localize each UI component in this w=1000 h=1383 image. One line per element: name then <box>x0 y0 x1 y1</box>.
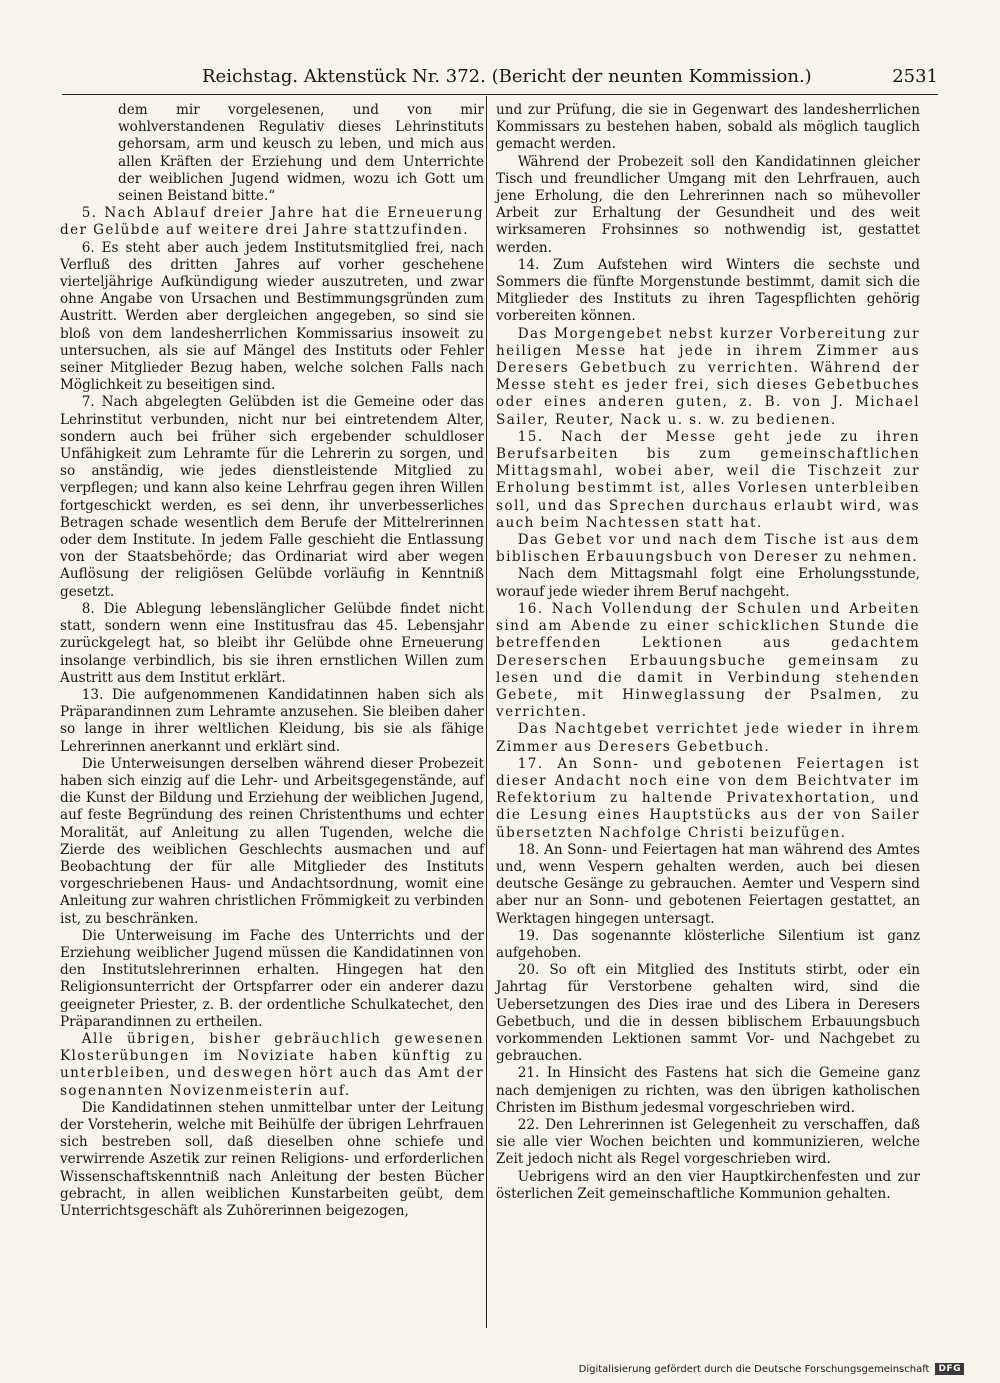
paragraph: 7. Nach abgelegten Gelübden ist die Gemeine oder das Lehrinstitut verbunden, nicht nur bei eintretendem Alter, sondern auch bei früher sich ergebender schuldloser Unfähigkeit zum Lehramte für die Lehrerin zu sorgen, und so anständig, wie jedes dienstleistende Mitglied zu verpflegen; und kann also keine Lehrfrau gegen ihren Willen fortgeschickt werden, es sei denn, ihr unverbesserliches Betragen schade wesentlich dem Berufe der Mittelrerinnen oder dem Institute. In jedem Falle geschieht die Entlassung von der Staatsbehörde; das Ordinariat wird aber wegen Auflösung der religiösen Gelübde vorläufig in Kenntniß gesetzt. <box>60 394 484 600</box>
paragraph: 16. Nach Vollendung der Schulen und Arbeiten sind am Abende zu einer schicklichen Stunde die betreffenden Lektionen aus gedachtem Dereserschen Erbauungsbuche gemeinsam zu lesen und die damit in Verbindung stehenden Gebete, mit Hinweglassung der Psalmen, zu verrichten. <box>496 600 920 721</box>
running-title: Reichstag. Aktenstück Nr. 372. (Bericht der neunten Kommission.) <box>202 66 812 87</box>
paragraph: Nach dem Mittagsmahl folgt eine Erholungsstunde, worauf jede wieder ihrem Beruf nachgeht. <box>496 566 920 600</box>
header-rule <box>62 94 938 95</box>
paragraph: 18. An Sonn- und Feiertagen hat man während des Amtes und, wenn Vespern gehalten werden, auch bei diesen deutsche Gesänge zu gebrauchen. Aemter und Vespern sind aber nur an Sonn- und gebotenen Feiertagen gestattet, an Werktagen hingegen untersagt. <box>496 841 920 927</box>
paragraph: Während der Probezeit soll den Kandidatinnen gleicher Tisch und freundlicher Umgang mit den Lehrfrauen, auch jene Erholung, die den Lehrerinnen nach so mühevoller Arbeit zur Erhaltung der Gesundheit und des weit wirksameren Frohsinnes so nothwendig ist, gestattet werden. <box>496 153 920 256</box>
dfg-logo: DFG <box>935 1363 964 1375</box>
paragraph: und zur Prüfung, die sie in Gegenwart des landesherrlichen Kommissars zu bestehen haben, sobald als möglich tauglich gemacht werden. <box>496 102 920 153</box>
paragraph: Alle übrigen, bisher gebräuchlich gewesenen Klosterübungen im Noviziate haben künftig zu unterbleiben, und deswegen hört auch das Amt der sogenannten Novizenmeisterin auf. <box>60 1030 484 1099</box>
paragraph: Das Morgengebet nebst kurzer Vorbereitung zur heiligen Messe hat jede in ihrem Zimmer aus Deresers Gebetbuch zu verrichten. Während der Messe steht es jeder frei, sich dieses Gebetbuches oder eines anderen guten, z. B. von J. Michael Sailer, Reuter, Nack u. s. w. zu bedienen. <box>496 325 920 428</box>
paragraph: 6. Es steht aber auch jedem Institutsmitglied frei, nach Verfluß des dritten Jahres auf vorher geschehene vierteljährige Aufkündigung wieder auszutreten, und zwar ohne Angabe von Ursachen und Bestimmungsgründen zum Austritt. Werden aber dergleichen angegeben, so sind sie bloß von dem landesherrlichen Kommissarius insoweit zu untersuchen, als sie auf Mängel des Instituts oder Fehler seiner Mitglieder Bezug haben, welche solchen Falls nach Möglichkeit zu beseitigen sind. <box>60 239 484 394</box>
page-number: 2531 <box>892 66 938 87</box>
paragraph: 22. Den Lehrerinnen ist Gelegenheit zu verschaffen, daß sie alle vier Wochen beichten und kommunizieren, welche Zeit jedoch nicht als Regel vorgeschrieben wird. <box>496 1116 920 1168</box>
page-header <box>62 62 938 92</box>
paragraph: Die Unterweisungen derselben während dieser Probezeit haben sich einzig auf die Lehr- und Arbeitsgegenstände, auf die Kunst der Bildung und Erziehung der weiblichen Jugend, auf feste Begründung des reinen Christenthums und echter Moralität, auf Anleitung zu allen Tugenden, welche die Zierde des weiblichen Geschlechts ausmachen und auf Beobachtung der für alle Mitglieder des Instituts vorgeschriebenen Haus- und Andachtsordnung, womit eine Anleitung zur wahren christlichen Frömmigkeit zu verbinden ist, zu beschränken. <box>60 755 484 927</box>
paragraph: 5. Nach Ablauf dreier Jahre hat die Erneuerung der Gelübde auf weitere drei Jahre stattzufinden. <box>60 205 484 239</box>
paragraph: Uebrigens wird an den vier Hauptkirchenfesten und zur österlichen Zeit gemeinschaftliche Kommunion gehalten. <box>496 1168 920 1202</box>
paragraph: Das Nachtgebet verrichtet jede wieder in ihrem Zimmer aus Deresers Gebetbuch. <box>496 721 920 755</box>
paragraph: 15. Nach der Messe geht jede zu ihren Berufsarbeiten bis zum gemeinschaftlichen Mittagsmahl, wobei aber, weil die Tischzeit zur Erholung bestimmt ist, alles Vorlesen unterbleiben soll, und das Sprechen durchaus erlaubt wird, was auch beim Nachtessen statt hat. <box>496 428 920 531</box>
paragraph: 17. An Sonn- und gebotenen Feiertagen ist dieser Andacht noch eine von dem Beichtvater im Refektorium zu haltende Privatexhortation, und die Lesung eines Hauptstücks aus der von Sailer übersetzten Nachfolge Christi beizufügen. <box>496 755 920 841</box>
paragraph: 14. Zum Aufstehen wird Winters die sechste und Sommers die fünfte Morgenstunde bestimmt, damit sich die Mitglieder des Instituts zu ihren Tagespflichten gehörig vorbereiten können. <box>496 256 920 325</box>
paragraph: 20. So oft ein Mitglied des Instituts stirbt, oder ein Jahrtag für Verstorbene gehalten wird, sind die Uebersetzungen des Dies irae und des Libera in Deresers Gebetbuch, und die in dessen biblischem Erbauungsbuch vorkommenden Lektionen sammt Vor- und Nachgebet zu gebrauchen. <box>496 962 920 1065</box>
credit-text: Digitalisierung gefördert durch die Deutsche Forschungsgemeinschaft <box>578 1363 930 1375</box>
paragraph: Die Kandidatinnen stehen unmittelbar unter der Leitung der Vorsteherin, welche mit Beihülfe der übrigen Lehrfrauen sich bestreben soll, daß dieselben ohne schiefe und verwirrende Aszetik zur reinen Religions- und erforderlichen Wissenschaftskenntniß nach Anleitung der besten Bücher gebracht, in allen weiblichen Kunstarbeiten geübt, dem Unterrichtsgeschäft als Zuhörerinnen beigezogen, <box>60 1099 484 1219</box>
column-divider <box>486 96 487 1328</box>
paragraph: dem mir vorgelesenen, und von mir wohlverstandenen Regulativ dieses Lehrinstituts gehorsam, arm und keusch zu leben, und mich aus allen Kräften der Erziehung und dem Unterrichte der weiblichen Jugend widmen, wozu ich Gott um seinen Beistand bitte.“ <box>118 102 484 205</box>
digitization-credit <box>579 1363 964 1375</box>
left-column <box>60 102 484 1220</box>
paragraph: 21. In Hinsicht des Fastens hat sich die Gemeine ganz nach demjenigen zu richten, was den übrigen katholischen Christen im Bisthum jedesmal vorgeschrieben wird. <box>496 1065 920 1116</box>
paragraph: 13. Die aufgenommenen Kandidatinnen haben sich als Präparandinnen zum Lehramte anzusehen. Sie bleiben daher so lange in ihrer weltlichen Kleidung, bis sie als fähige Lehrerinnen anerkannt und erklärt sind. <box>60 686 484 755</box>
paragraph: 8. Die Ablegung lebenslänglicher Gelübde findet nicht statt, sondern wenn eine Institusfrau das 45. Lebensjahr zurückgelegt hat, so bleibt ihr Gelübde ohne Erneuerung insolange verbindlich, bis sie ihren ernstlichen Willen zum Austritt aus dem Institut erklärt. <box>60 600 484 686</box>
paragraph: Die Unterweisung im Fache des Unterrichts und der Erziehung weiblicher Jugend müssen die Kandidatinnen von den Institutslehrerinnen erhalten. Hingegen hat den Religionsunterricht der Ortspfarrer oder ein anderer dazu geeigneter Priester, z. B. der ordentliche Schulkatechet, den Präparandinnen zu ertheilen. <box>60 927 484 1030</box>
paragraph: Das Gebet vor und nach dem Tische ist aus dem biblischen Erbauungsbuch von Dereser zu nehmen. <box>496 532 920 566</box>
right-column <box>496 102 920 1203</box>
paragraph: 19. Das sogenannte klösterliche Silentium ist ganz aufgehoben. <box>496 927 920 961</box>
